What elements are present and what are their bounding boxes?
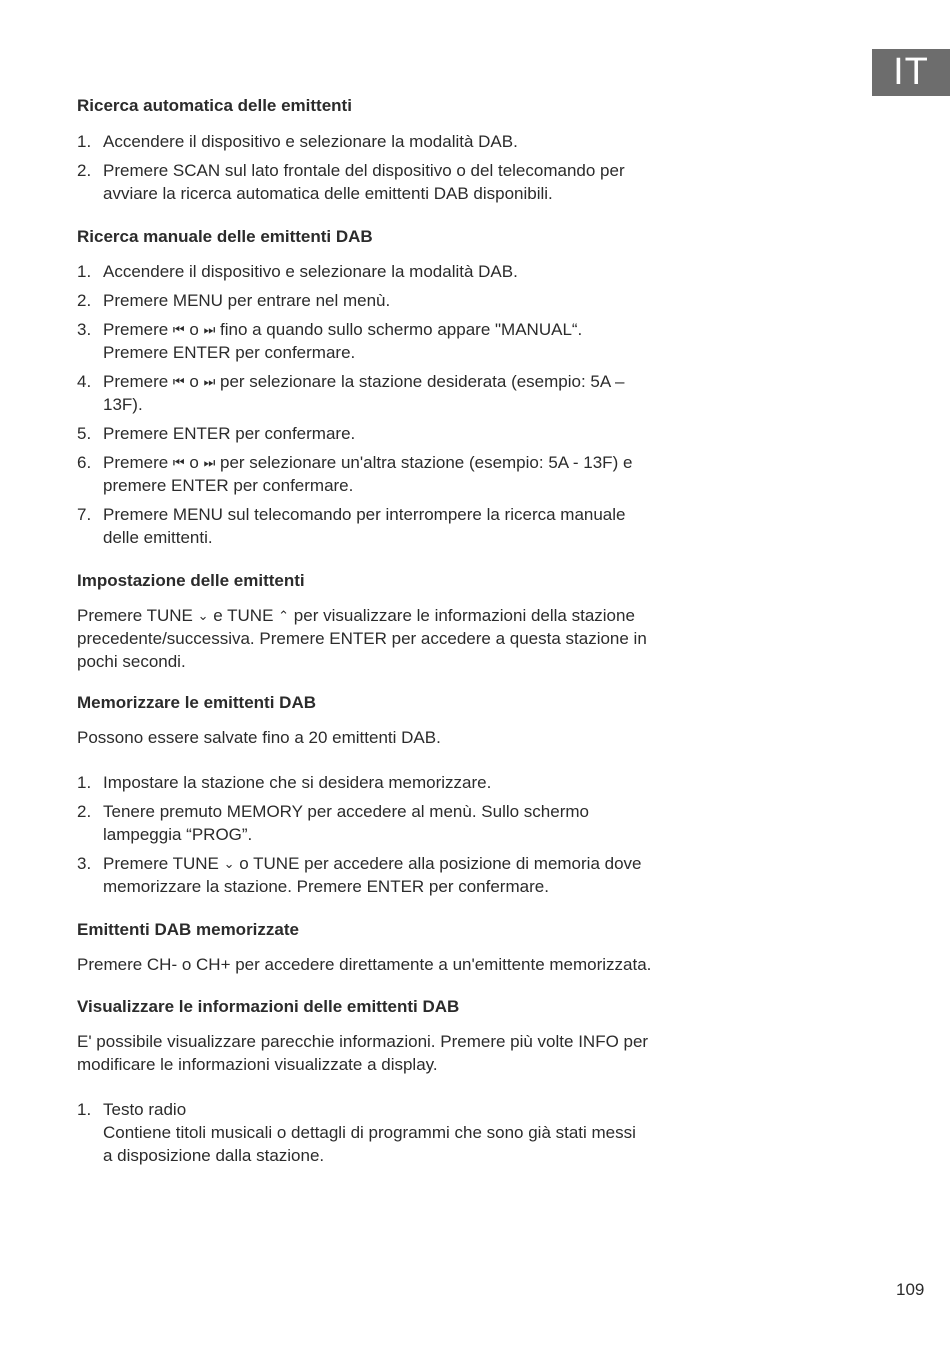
list-item	[77, 451, 697, 497]
list-number: 1.	[77, 773, 92, 792]
list-text: memorizzare la stazione. Premere ENTER per confermare.	[103, 877, 549, 896]
list-number: 3.	[77, 320, 92, 339]
list-item	[77, 130, 697, 153]
list-text: Premere TUNE	[103, 854, 219, 873]
list-number: 3.	[77, 854, 92, 873]
list-item	[77, 503, 697, 549]
chevron-down-icon: ⌄	[197, 608, 209, 623]
list-text: a disposizione dalla stazione.	[103, 1146, 325, 1165]
language-tab: IT	[872, 49, 950, 96]
list-item	[77, 260, 697, 283]
list-number: 6.	[77, 453, 92, 472]
list-text: Tenere premuto MEMORY per accedere al menù. Sullo schermo	[103, 802, 589, 821]
paragraph-text: pochi secondi.	[77, 652, 186, 671]
list-item	[77, 159, 697, 205]
paragraph-text: E' possibile visualizzare parecchie informazioni. Premere più volte INFO per	[77, 1032, 649, 1051]
list-text: Premere ENTER per confermare.	[103, 424, 356, 443]
section-heading: Memorizzare le emittenti DAB	[77, 693, 316, 712]
list-number: 2.	[77, 802, 92, 821]
list-number: 4.	[77, 372, 92, 391]
list-number: 5.	[77, 424, 92, 443]
page-number: 109	[896, 1280, 925, 1299]
list-text: 13F).	[103, 395, 143, 414]
paragraph: Possono essere salvate fino a 20 emittenti DAB.	[77, 728, 441, 747]
skip-back-icon: ⏮	[172, 374, 185, 389]
list-text: o TUNE per accedere alla posizione di memoria dove	[239, 854, 642, 873]
list-text: Premere ENTER per confermare.	[103, 343, 356, 362]
skip-back-icon: ⏮	[172, 322, 185, 337]
list-text: Premere SCAN sul lato frontale del dispositivo o del telecomando per	[103, 161, 625, 180]
paragraph: Premere CH- o CH+ per accedere direttamente a un'emittente memorizzata.	[77, 955, 652, 974]
list-item	[77, 422, 697, 445]
numbered-list	[77, 260, 697, 549]
section-heading: Visualizzare le informazioni delle emittenti DAB	[77, 997, 460, 1016]
skip-back-icon: ⏮	[172, 455, 185, 470]
list-text: Accendere il dispositivo e selezionare la modalità DAB.	[103, 262, 518, 281]
section-heading: Ricerca automatica delle emittenti	[77, 96, 352, 115]
paragraph-text: modificare le informazioni visualizzate a display.	[77, 1055, 438, 1074]
chevron-up-icon: ⌃	[278, 608, 290, 623]
list-number: 1.	[77, 1100, 92, 1119]
list-text: Premere	[103, 320, 169, 339]
list-item	[77, 800, 697, 846]
paragraph	[77, 604, 697, 673]
list-item	[77, 318, 697, 364]
list-item	[77, 852, 697, 898]
paragraph-text: e TUNE	[213, 606, 274, 625]
list-text: Accendere il dispositivo e selezionare la modalità DAB.	[103, 132, 518, 151]
list-text: premere ENTER per confermare.	[103, 476, 354, 495]
list-number: 2.	[77, 291, 92, 310]
list-text: Testo radio	[103, 1100, 187, 1119]
section-heading: Emittenti DAB memorizzate	[77, 920, 299, 939]
list-text: o	[189, 320, 199, 339]
chevron-down-icon: ⌄	[223, 856, 235, 871]
list-item	[77, 370, 697, 416]
numbered-list	[77, 771, 697, 898]
list-text: per selezionare la stazione desiderata (esempio: 5A –	[220, 372, 625, 391]
list-text: o	[189, 453, 199, 472]
section-heading: Impostazione delle emittenti	[77, 571, 305, 590]
numbered-list	[77, 130, 697, 205]
list-text: Premere MENU per entrare nel menù.	[103, 291, 391, 310]
list-text: avviare la ricerca automatica delle emittenti DAB disponibili.	[103, 184, 553, 203]
list-item	[77, 289, 697, 312]
list-text: Premere	[103, 372, 169, 391]
list-text: Impostare la stazione che si desidera memorizzare.	[103, 773, 492, 792]
list-text: Contiene titoli musicali o dettagli di programmi che sono già stati messi	[103, 1123, 636, 1142]
list-item	[77, 771, 697, 794]
list-text: per selezionare un'altra stazione (esempio: 5A - 13F) e	[220, 453, 633, 472]
list-number: 7.	[77, 505, 92, 524]
skip-forward-icon: ⏭	[203, 374, 216, 389]
list-text: fino a quando sullo schermo appare "MANUAL“.	[220, 320, 583, 339]
skip-forward-icon: ⏭	[203, 322, 216, 337]
paragraph	[77, 1030, 697, 1076]
list-text: Premere MENU sul telecomando per interrompere la ricerca manuale	[103, 505, 626, 524]
skip-forward-icon: ⏭	[203, 455, 216, 470]
list-item	[77, 1098, 697, 1167]
section-heading: Ricerca manuale delle emittenti DAB	[77, 227, 373, 246]
paragraph-text: precedente/successiva. Premere ENTER per accedere a questa stazione in	[77, 629, 647, 648]
list-text: Premere	[103, 453, 169, 472]
list-number: 1.	[77, 132, 92, 151]
paragraph-text: Premere TUNE	[77, 606, 193, 625]
list-number: 1.	[77, 262, 92, 281]
numbered-list	[77, 1098, 697, 1167]
list-text: delle emittenti.	[103, 528, 213, 547]
list-text: o	[189, 372, 199, 391]
list-text: lampeggia “PROG”.	[103, 825, 253, 844]
page-content	[77, 94, 697, 1173]
list-number: 2.	[77, 161, 92, 180]
paragraph-text: per visualizzare le informazioni della stazione	[293, 606, 635, 625]
